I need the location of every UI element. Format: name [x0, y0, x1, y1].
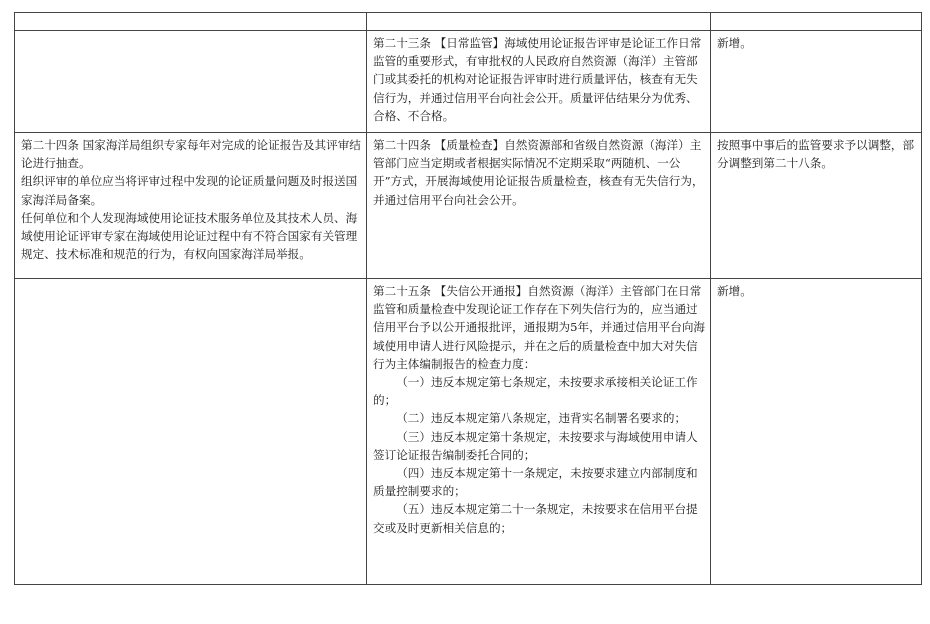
table-row	[15, 13, 922, 31]
revision-note-cell	[711, 279, 922, 585]
revision-note-cell	[711, 133, 922, 279]
clause-paragraph: （五）违反本规定第二十一条规定，未按要求在信用平台提交或及时更新相关信息的；	[373, 502, 698, 535]
clause-paragraph: 任何单位和个人发现海域使用论证技术服务单位及其技术人员、海域使用论证评审专家在海域使用论证过程中有不符合国家有关管理规定、技术标准和规范的行为，有权向国家海洋局举报。	[21, 210, 358, 262]
table-row	[15, 31, 922, 133]
clause-paragraph: （一）违反本规定第七条规定，未按要求承接相关论证工作的；	[373, 375, 698, 408]
revision-note-cell	[711, 13, 922, 31]
revised-provision-cell	[367, 13, 711, 31]
old-provision-cell	[15, 31, 367, 133]
regulation-comparison-document	[14, 12, 918, 585]
clause-paragraph: 组织评审的单位应当将评审过程中发现的论证质量问题及时报送国家海洋局备案。	[21, 174, 358, 207]
revised-provision-cell	[367, 31, 711, 133]
revised-provision-cell	[367, 279, 711, 585]
revised-provision-cell	[367, 133, 711, 279]
clause-paragraph: 第二十五条 【失信公开通报】自然资源（海洋）主管部门在日常监管和质量检查中发现论证工作存在下列失信行为的，应当通过信用平台予以公开通报批评，通报期为5年，并通过信用平台向海域使用申请人进行风险提示，并在之后的质量检查中加大对失信行为主体编制报告的检查力度：	[373, 284, 706, 371]
table-row	[15, 133, 922, 279]
clause-paragraph: （三）违反本规定第十条规定，未按要求与海域使用申请人签订论证报告编制委托合同的；	[373, 429, 698, 462]
table-row	[15, 279, 922, 585]
note-text: 新增。	[717, 284, 752, 298]
old-provision-cell	[15, 279, 367, 585]
old-provision-cell	[15, 13, 367, 31]
clause-paragraph: 第二十四条 【质量检查】自然资源部和省级自然资源（海洋）主管部门应当定期或者根据实际情况不定期采取“两随机、一公开”方式，开展海域使用论证报告质量检查，核查有无失信行为，并通过信用平台向社会公开。	[373, 138, 704, 207]
old-provision-cell	[15, 133, 367, 279]
clause-paragraph: （二）违反本规定第八条规定，违背实名制署名要求的；	[396, 411, 687, 426]
clause-paragraph: （四）违反本规定第十一条规定，未按要求建立内部制度和质量控制要求的；	[373, 466, 698, 499]
clause-paragraph: 第二十四条 国家海洋局组织专家每年对完成的论证报告及其评审结论进行抽查。	[21, 138, 361, 171]
comparison-table	[14, 12, 922, 585]
comparison-table-body	[15, 13, 922, 585]
note-text: 新增。	[717, 36, 752, 50]
note-text: 按照事中事后的监管要求予以调整，部分调整到第二十八条。	[717, 138, 915, 171]
revision-note-cell	[711, 31, 922, 133]
clause-paragraph: 第二十三条 【日常监管】海域使用论证报告评审是论证工作日常监管的重要形式，有审批权的人民政府自然资源（海洋）主管部门或其委托的机构对论证报告评审时进行质量评估，核查有无失信行为，并通过信用平台向社会公开。质量评估结果分为优秀、合格、不合格。	[373, 36, 702, 123]
